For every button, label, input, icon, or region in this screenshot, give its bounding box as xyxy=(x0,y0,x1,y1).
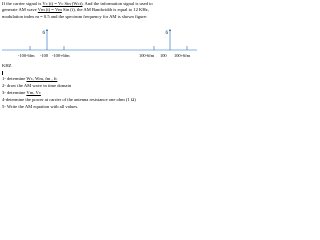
task-symbols: Vm, Vc xyxy=(26,89,41,95)
axis-label: -100+6fm xyxy=(52,53,70,58)
task-text: 1- determine xyxy=(2,76,27,81)
axis-label: 100-6fm xyxy=(139,53,155,58)
axis-label: -100 xyxy=(40,53,49,58)
carrier-equation: Vc (t) = Vc Sin (Wct) xyxy=(42,1,83,6)
peak-label-left: 6 xyxy=(42,31,45,36)
task-item xyxy=(2,76,198,83)
intro-line-3: modulation index m = 0.5 and the spectrum frequency for AM is shown figure: xyxy=(2,13,148,19)
axis-label: 100 xyxy=(160,53,167,58)
intro-text: generate AM wave xyxy=(2,7,38,13)
task-item: 4-determine the power at carrier of the antenna resistance one ohm (1 Ω) xyxy=(2,96,136,102)
task-item: 2- draw the AM wave in time domain xyxy=(2,82,72,88)
task-text: 3- determine xyxy=(2,89,27,95)
frequency-unit: KHZ xyxy=(2,63,12,68)
axis-label: 100+6fm xyxy=(174,53,191,58)
spectrum-figure xyxy=(0,20,200,62)
intro-text: Sin (t), the AM Bandwidth is equal to 12 KHz, xyxy=(61,7,149,13)
task-item xyxy=(2,90,198,97)
task-item: 5- Write the AM equation with all values. xyxy=(2,103,79,109)
task-list xyxy=(2,76,198,111)
intro-text: . And the information signal is used to xyxy=(82,1,153,6)
task-symbols: Wc, Wm, fm , fc xyxy=(26,76,58,81)
text-cursor xyxy=(2,71,3,75)
message-equation: Vm (t) = Vm xyxy=(37,7,62,13)
peak-label-right: 6 xyxy=(165,31,168,36)
problem-intro xyxy=(2,1,198,20)
axis-label: -100-6fm xyxy=(18,53,35,58)
intro-text: If the carrier signal is xyxy=(2,1,43,6)
